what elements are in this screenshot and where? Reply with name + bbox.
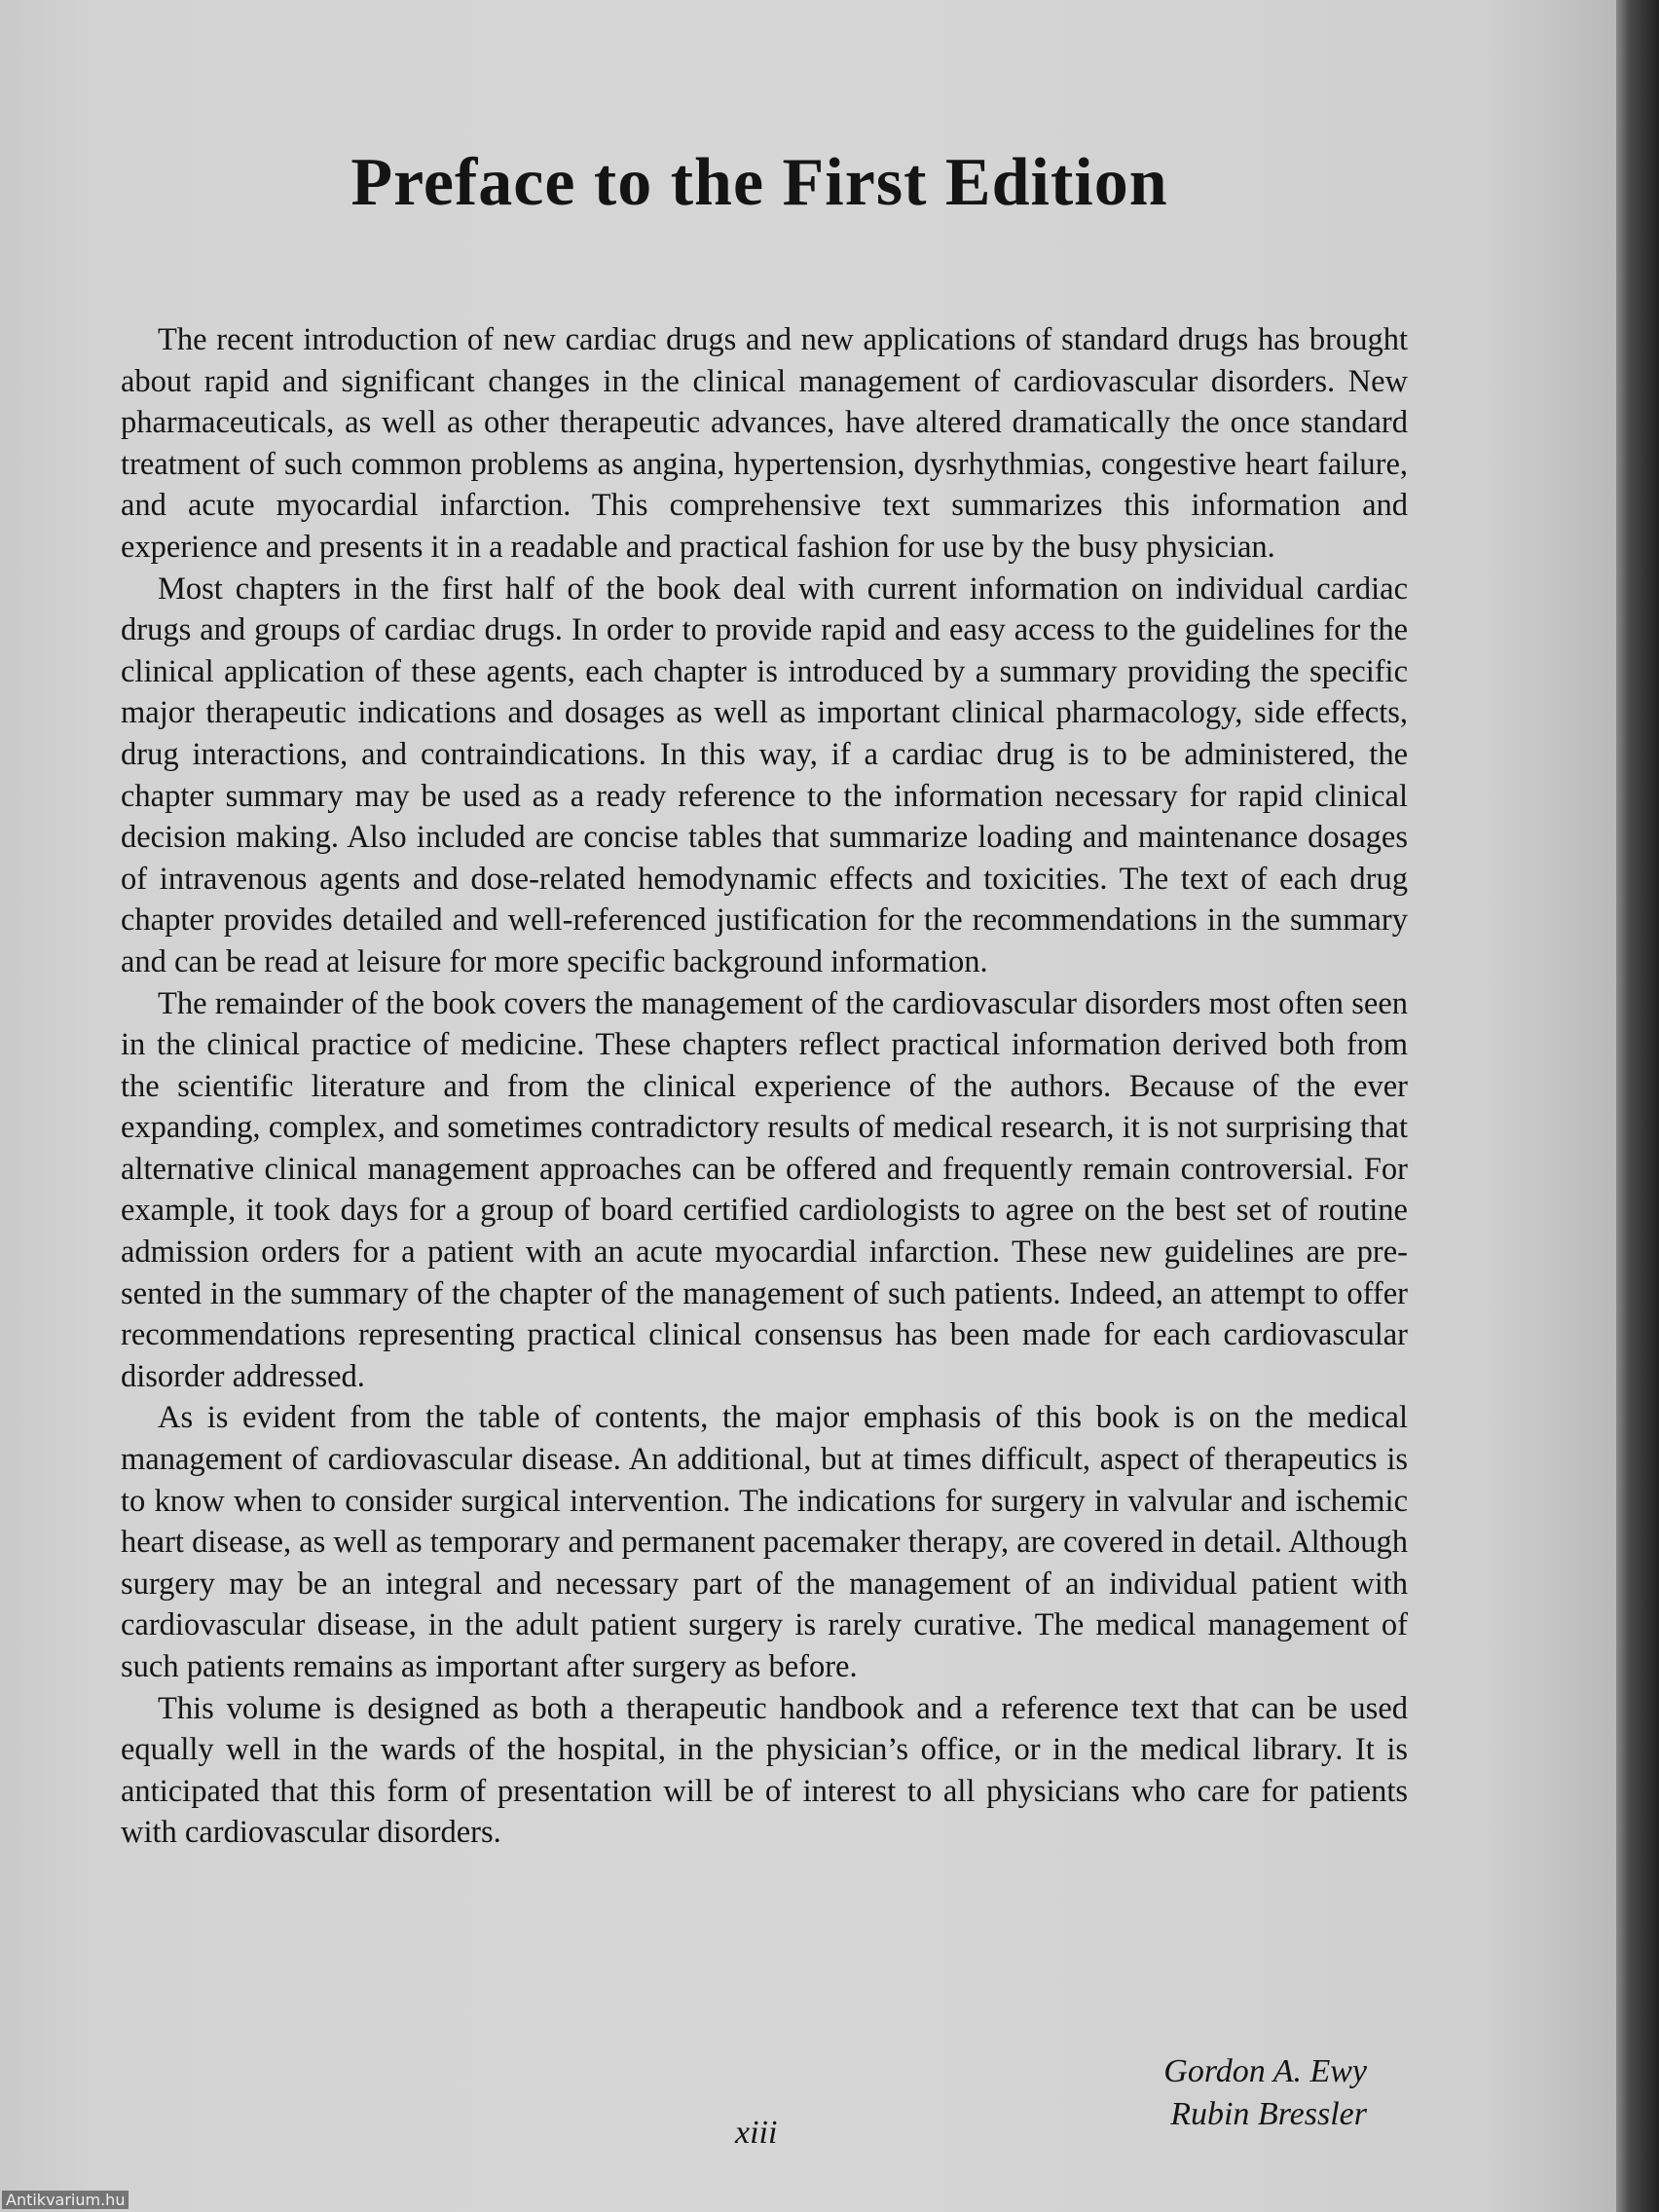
author-signature [1163, 2050, 1367, 2136]
paragraph-3: The remainder of the book covers the management of the cardiovascular disorders most often seen in the clinical practice of medicine. These chapters reflect practical information derived both from the scientific literature and from the clinical experience of the authors. Because of the ever expanding, complex, and sometimes contradictory results of medical research, it is not surprising that alternative clinical management approaches can be offered and frequently remain controversial. For example, it took days for a group of board certified cardiologists to agree on the best set of routine admission orders for a patient with an acute myocardial infarction. These new guidelines are presented in the summary of the chapter of the management of such patients. Indeed, an attempt to offer recommendations representing practical clinical consensus has been made for each cardiovascular disorder addressed. [121, 985, 1408, 1394]
preface-body [121, 319, 1408, 1854]
author-name-1: Gordon A. Ewy [1163, 2053, 1367, 2089]
page-number: xiii [735, 2115, 778, 2151]
watermark-text: Antikvarium.hu [2, 2191, 129, 2209]
paragraph-1: The recent introduction of new cardiac drugs and new applications of standard drugs has brought about rapid and significant changes in the clinical management of cardiovascular disorders. New pharmaceuticals, as well as other therapeutic advances, have altered dramatically the once standard treatment of such common problems as angina, hypertension, dysrhythmias, congestive heart failure, and acute myocardial infarction. This comprehensive text summarizes this information and experience and presents it in a readable and practical fashion for use by the busy physician. [121, 322, 1408, 565]
paragraph-4: As is evident from the table of contents, the major emphasis of this book is on the medical management of cardiovascular disease. An additional, but at times difficult, aspect of therapeutics is to know when to consider surgical intervention. The indications for surgery in valvular and ischemic heart disease, as well as temporary and permanent pacemaker therapy, are covered in detail. Although surgery may be an integral and necessary part of the management of an individual patient with cardiovascular disease, in the adult patient surgery is rarely curative. The medical management of such patients remains as important after surgery as before. [121, 1400, 1408, 1684]
paragraph-2: Most chapters in the first half of the book deal with current information on individual cardiac drugs and groups of cardiac drugs. In order to provide rapid and easy access to the guidelines for the clinical application of these agents, each chapter is introduced by a summary providing the specific major therapeutic indications and dosages as well as important clinical pharmacology, side effects, drug interactions, and contraindications. In this way, if a cardiac drug is to be administered, the chapter summary may be used as a ready reference to the information necessary for rapid clinical decision making. Also included are concise tables that summarize loading and maintenance dosages of intravenous agents and dose-related hemodynamic effects and toxicities. The text of each drug chapter provides detailed and well-referenced justification for the recommendations in the summary and can be read at leisure for more specific background information. [121, 571, 1408, 979]
page-edge-shadow [1616, 0, 1659, 2212]
author-name-2: Rubin Bressler [1170, 2096, 1367, 2132]
paragraph-5: This volume is designed as both a therapeutic handbook and a reference text that can be used equally well in the wards of the hospital, in the physician’s office, or in the medical library. It is anticipated that this form of presentation will be of interest to all physicians who care for patients with cardiovascular disorders. [121, 1690, 1408, 1851]
page-title: Preface to the First Edition [350, 145, 1168, 220]
